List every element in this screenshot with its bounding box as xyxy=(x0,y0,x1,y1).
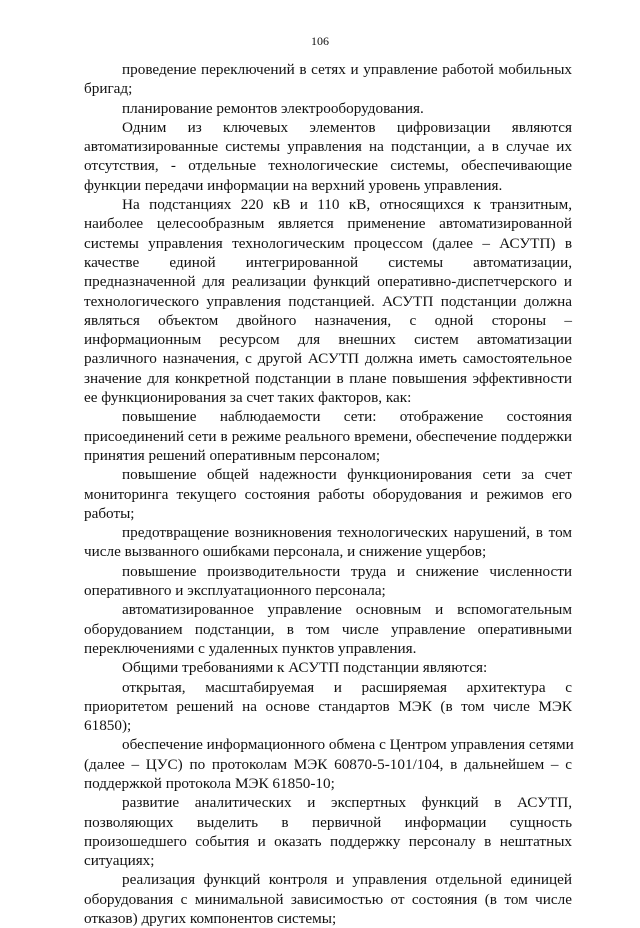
page-number: 106 xyxy=(311,34,329,48)
text-line: повышение общей надежности функционирования сети за счет xyxy=(122,466,572,484)
text-line: качестве единой интегрированной системы автоматизации, xyxy=(84,253,572,271)
text-line: развитие аналитических и экспертных функций в АСУТП, xyxy=(122,794,572,812)
text-line: ее функционирования за счет таких факторов, как: xyxy=(84,389,412,407)
text-line: проведение переключений в сетях и управление работой мобильных xyxy=(122,61,572,78)
text-line: Одним из ключевых элементов цифровизации являются xyxy=(122,118,572,136)
text-line: значение для конкретной подстанции в плане повышения эффективности xyxy=(84,369,572,387)
text-line: 61850); xyxy=(84,717,132,735)
text-line: являться объектом двойного назначения, с одной стороны – xyxy=(84,311,572,329)
text-line: присоединений сети в режиме реального времени, обеспечение поддержки xyxy=(84,427,572,445)
text-line: числе вызванного ошибками персонала, и снижение ущербов; xyxy=(84,543,487,561)
text-line: поддержкой протокола МЭК 61850-10; xyxy=(84,774,335,792)
text-line: бригад; xyxy=(84,80,133,98)
text-line: повышение наблюдаемости сети: отображение состояния xyxy=(122,408,572,426)
text-line: наиболее целесообразным является применение автоматизированной xyxy=(84,215,572,233)
text-line: открытая, масштабируемая и расширяемая архитектура с xyxy=(122,678,572,696)
text-line: информационным ресурсом для внешних систем автоматизации xyxy=(84,331,572,349)
text-line: отказов) других компонентов системы; xyxy=(84,910,337,928)
text-line: произошедшего события и оказать поддержку персоналу в нештатных xyxy=(84,832,572,850)
text-line: технологического управления подстанцией. АСУТП подстанции должна xyxy=(84,292,572,310)
text-line: позволяющих выделить в первичной информации сущность xyxy=(84,813,572,831)
text-line: предотвращение возникновения технологических нарушений, в том xyxy=(122,524,572,542)
text-line: приоритетом решений на основе стандартов МЭК (в том числе МЭК xyxy=(84,697,572,715)
text-line: принятия решений оперативным персоналом; xyxy=(84,446,381,464)
text-line: обеспечение информационного обмена с Центром управления сетями xyxy=(122,736,574,754)
text-line: повышение производительности труда и снижение численности xyxy=(122,562,572,580)
text-line: оборудованием подстанции, в том числе управление оперативными xyxy=(84,620,572,638)
text-line: автоматизированные системы управления на подстанции, а в случае их xyxy=(84,138,572,156)
text-line: (далее – ЦУС) по протоколам МЭК 60870-5-101/104, в дальнейшем – с xyxy=(84,755,572,773)
text-line: Общими требованиями к АСУТП подстанции являются: xyxy=(122,659,488,677)
text-line: различного назначения, с другой АСУТП должна иметь самостоятельное xyxy=(84,350,572,368)
text-line: автоматизированное управление основным и вспомогательным xyxy=(122,601,572,619)
text-line: переключениями с удаленных пунктов управления. xyxy=(84,639,417,657)
text-line: реализация функций контроля и управления отдельной единицей xyxy=(122,871,572,889)
text-line: отсутствия, - отдельные технологические системы, обеспечивающие xyxy=(84,157,572,175)
text-line: На подстанциях 220 кВ и 110 кВ, относящихся к транзитным, xyxy=(122,196,572,214)
text-line: работы; xyxy=(84,504,135,522)
text-line: предназначенной для реализации функций оперативно-диспетчерского и xyxy=(84,273,572,291)
text-line: оперативного и эксплуатационного персонала; xyxy=(84,582,386,600)
text-line: оборудования с минимальной зависимостью от состояния (в том числе xyxy=(84,890,572,908)
text-line: функции передачи информации на верхний уровень управления. xyxy=(84,176,503,194)
text-line: ситуациях; xyxy=(84,852,155,870)
text-line: системы управления технологическим процессом (далее – АСУТП) в xyxy=(84,234,572,252)
document-body xyxy=(84,60,572,928)
text-line: мониторинга текущего состояния работы оборудования и режимов его xyxy=(84,485,572,503)
text-line: планирование ремонтов электрооборудования. xyxy=(122,99,424,117)
